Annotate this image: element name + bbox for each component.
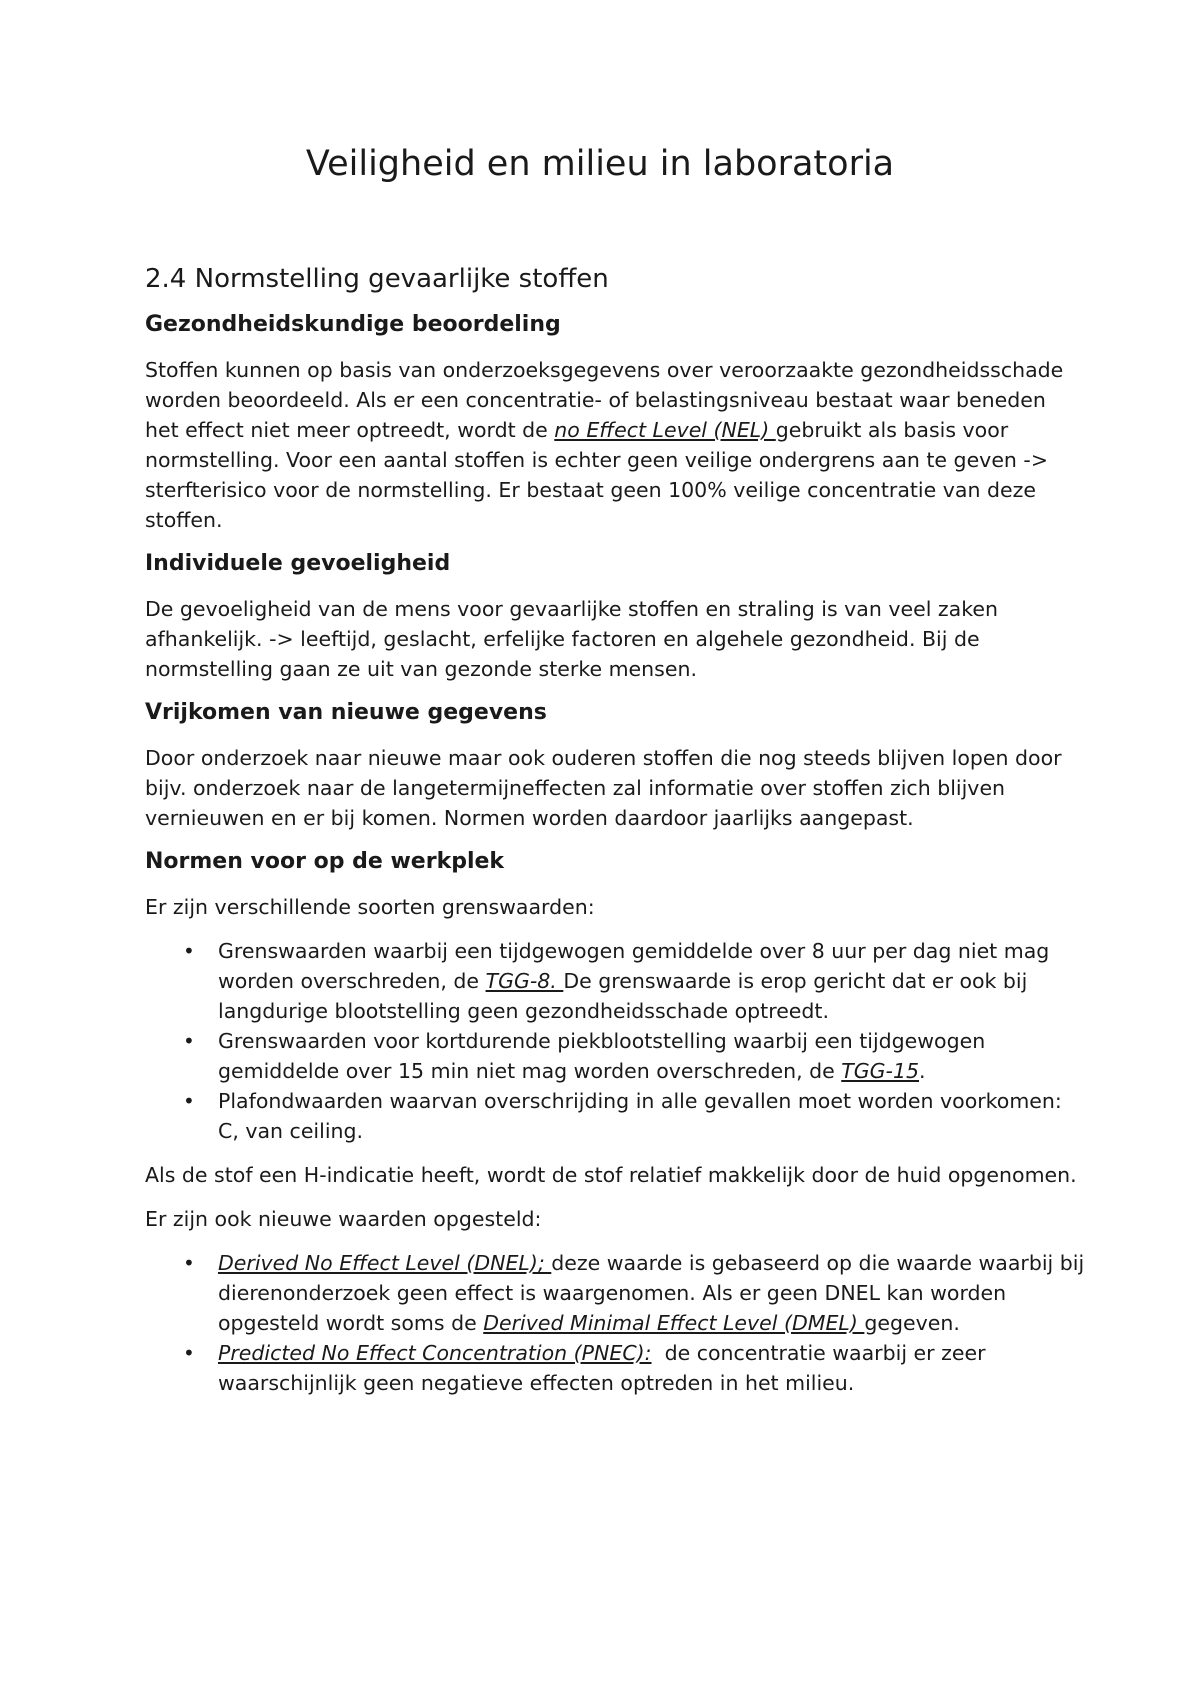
term-dmel: Derived Minimal Effect Level (DMEL): [483, 1311, 865, 1335]
subheading-gevoeligheid: Individuele gevoeligheid: [145, 551, 451, 576]
paragraph-text: Stoffen kunnen op basis van onderzoeksgegevens over veroorzaakte gezondheidsschade worden beoordeeld. Als er een concentratie- of belastingsniveau bestaat waar beneden het effect niet meer optreedt, wordt de: [145, 358, 1064, 442]
list-item-text: gegeven.: [864, 1311, 960, 1335]
list-item: [145, 1026, 1085, 1086]
document-title: Veiligheid en milieu in laboratoria: [305, 144, 895, 184]
paragraph-grenswaarden-intro: Er zijn verschillende soorten grenswaarden:: [145, 895, 595, 919]
paragraph-gezondheid: [145, 355, 1085, 535]
subheading-werkplek: Normen voor op de werkplek: [145, 849, 505, 874]
list-item-text: Grenswaarden waarbij een tijdgewogen gemiddelde over 8 uur per dag niet mag worden overschreden, de: [218, 939, 1050, 993]
nieuwe-waarden-list: [145, 1248, 1085, 1398]
list-item: [145, 1248, 1085, 1338]
list-item: [145, 1086, 1085, 1146]
paragraph-text: gebruikt als basis voor normstelling. Voor een aantal stoffen is echter geen veilige ondergrens aan te geven -> sterfterisico voor de normstelling. Er bestaat geen 100% veilige concentratie van deze stoffen.: [145, 418, 1049, 532]
term-pnec: Predicted No Effect Concentration (PNEC):: [218, 1341, 652, 1365]
list-item-text: De grenswaarde is erop gericht dat er ook bij langdurige blootstelling geen gezondheidsschade optreedt.: [218, 969, 1028, 1023]
list-item-text: Plafondwaarden waarvan overschrijding in alle gevallen moet worden voorkomen: C, van ceiling.: [218, 1089, 1062, 1143]
grenswaarden-list: [145, 936, 1085, 1146]
list-item: [145, 1338, 1085, 1398]
document-body: [145, 262, 1085, 1412]
list-item-text: Grenswaarden voor kortdurende piekblootstelling waarbij een tijdgewogen gemiddelde over 15 min niet mag worden overschreden, de: [218, 1029, 986, 1083]
bullet-icon: •: [183, 939, 195, 963]
paragraph-nieuwe-waarden-intro: Er zijn ook nieuwe waarden opgesteld:: [145, 1207, 542, 1231]
term-tgg-8: TGG-8.: [485, 969, 564, 993]
term-tgg-15: TGG-15: [841, 1059, 920, 1083]
paragraph-vrijkomen: Door onderzoek naar nieuwe maar ook ouderen stoffen die nog steeds blijven lopen door bijv. onderzoek naar de langetermijneffecten zal informatie over stoffen zich blijven vernieuwen en er bij komen. Normen worden daardoor jaarlijks aangepast.: [145, 746, 1062, 830]
list-item-text: de concentratie waarbij er zeer waarschijnlijk geen negatieve effecten optreden in het milieu.: [218, 1341, 993, 1395]
term-dnel: Derived No Effect Level (DNEL);: [218, 1251, 552, 1275]
list-item: [145, 936, 1085, 1026]
subheading-gezondheid: Gezondheidskundige beoordeling: [145, 312, 561, 337]
list-item-text: deze waarde is gebaseerd op die waarde waarbij bij dierenonderzoek geen effect is waargenomen. Als er geen DNEL kan worden opgesteld wordt soms de: [218, 1251, 1085, 1335]
list-item-text: .: [919, 1059, 926, 1083]
bullet-icon: •: [183, 1089, 195, 1113]
subheading-vrijkomen: Vrijkomen van nieuwe gegevens: [145, 700, 547, 725]
section-heading: 2.4 Normstelling gevaarlijke stoffen: [145, 264, 609, 294]
bullet-icon: •: [183, 1029, 195, 1053]
bullet-icon: •: [183, 1251, 195, 1275]
term-nel: no Effect Level (NEL): [554, 418, 776, 442]
paragraph-gevoeligheid: De gevoeligheid van de mens voor gevaarlijke stoffen en straling is van veel zaken afhankelijk. -> leeftijd, geslacht, erfelijke factoren en algehele gezondheid. Bij de normstelling gaan ze uit van gezonde sterke mensen.: [145, 597, 998, 681]
bullet-icon: •: [183, 1341, 195, 1365]
paragraph-h-indicatie: Als de stof een H-indicatie heeft, wordt de stof relatief makkelijk door de huid opgenomen.: [145, 1163, 1077, 1187]
